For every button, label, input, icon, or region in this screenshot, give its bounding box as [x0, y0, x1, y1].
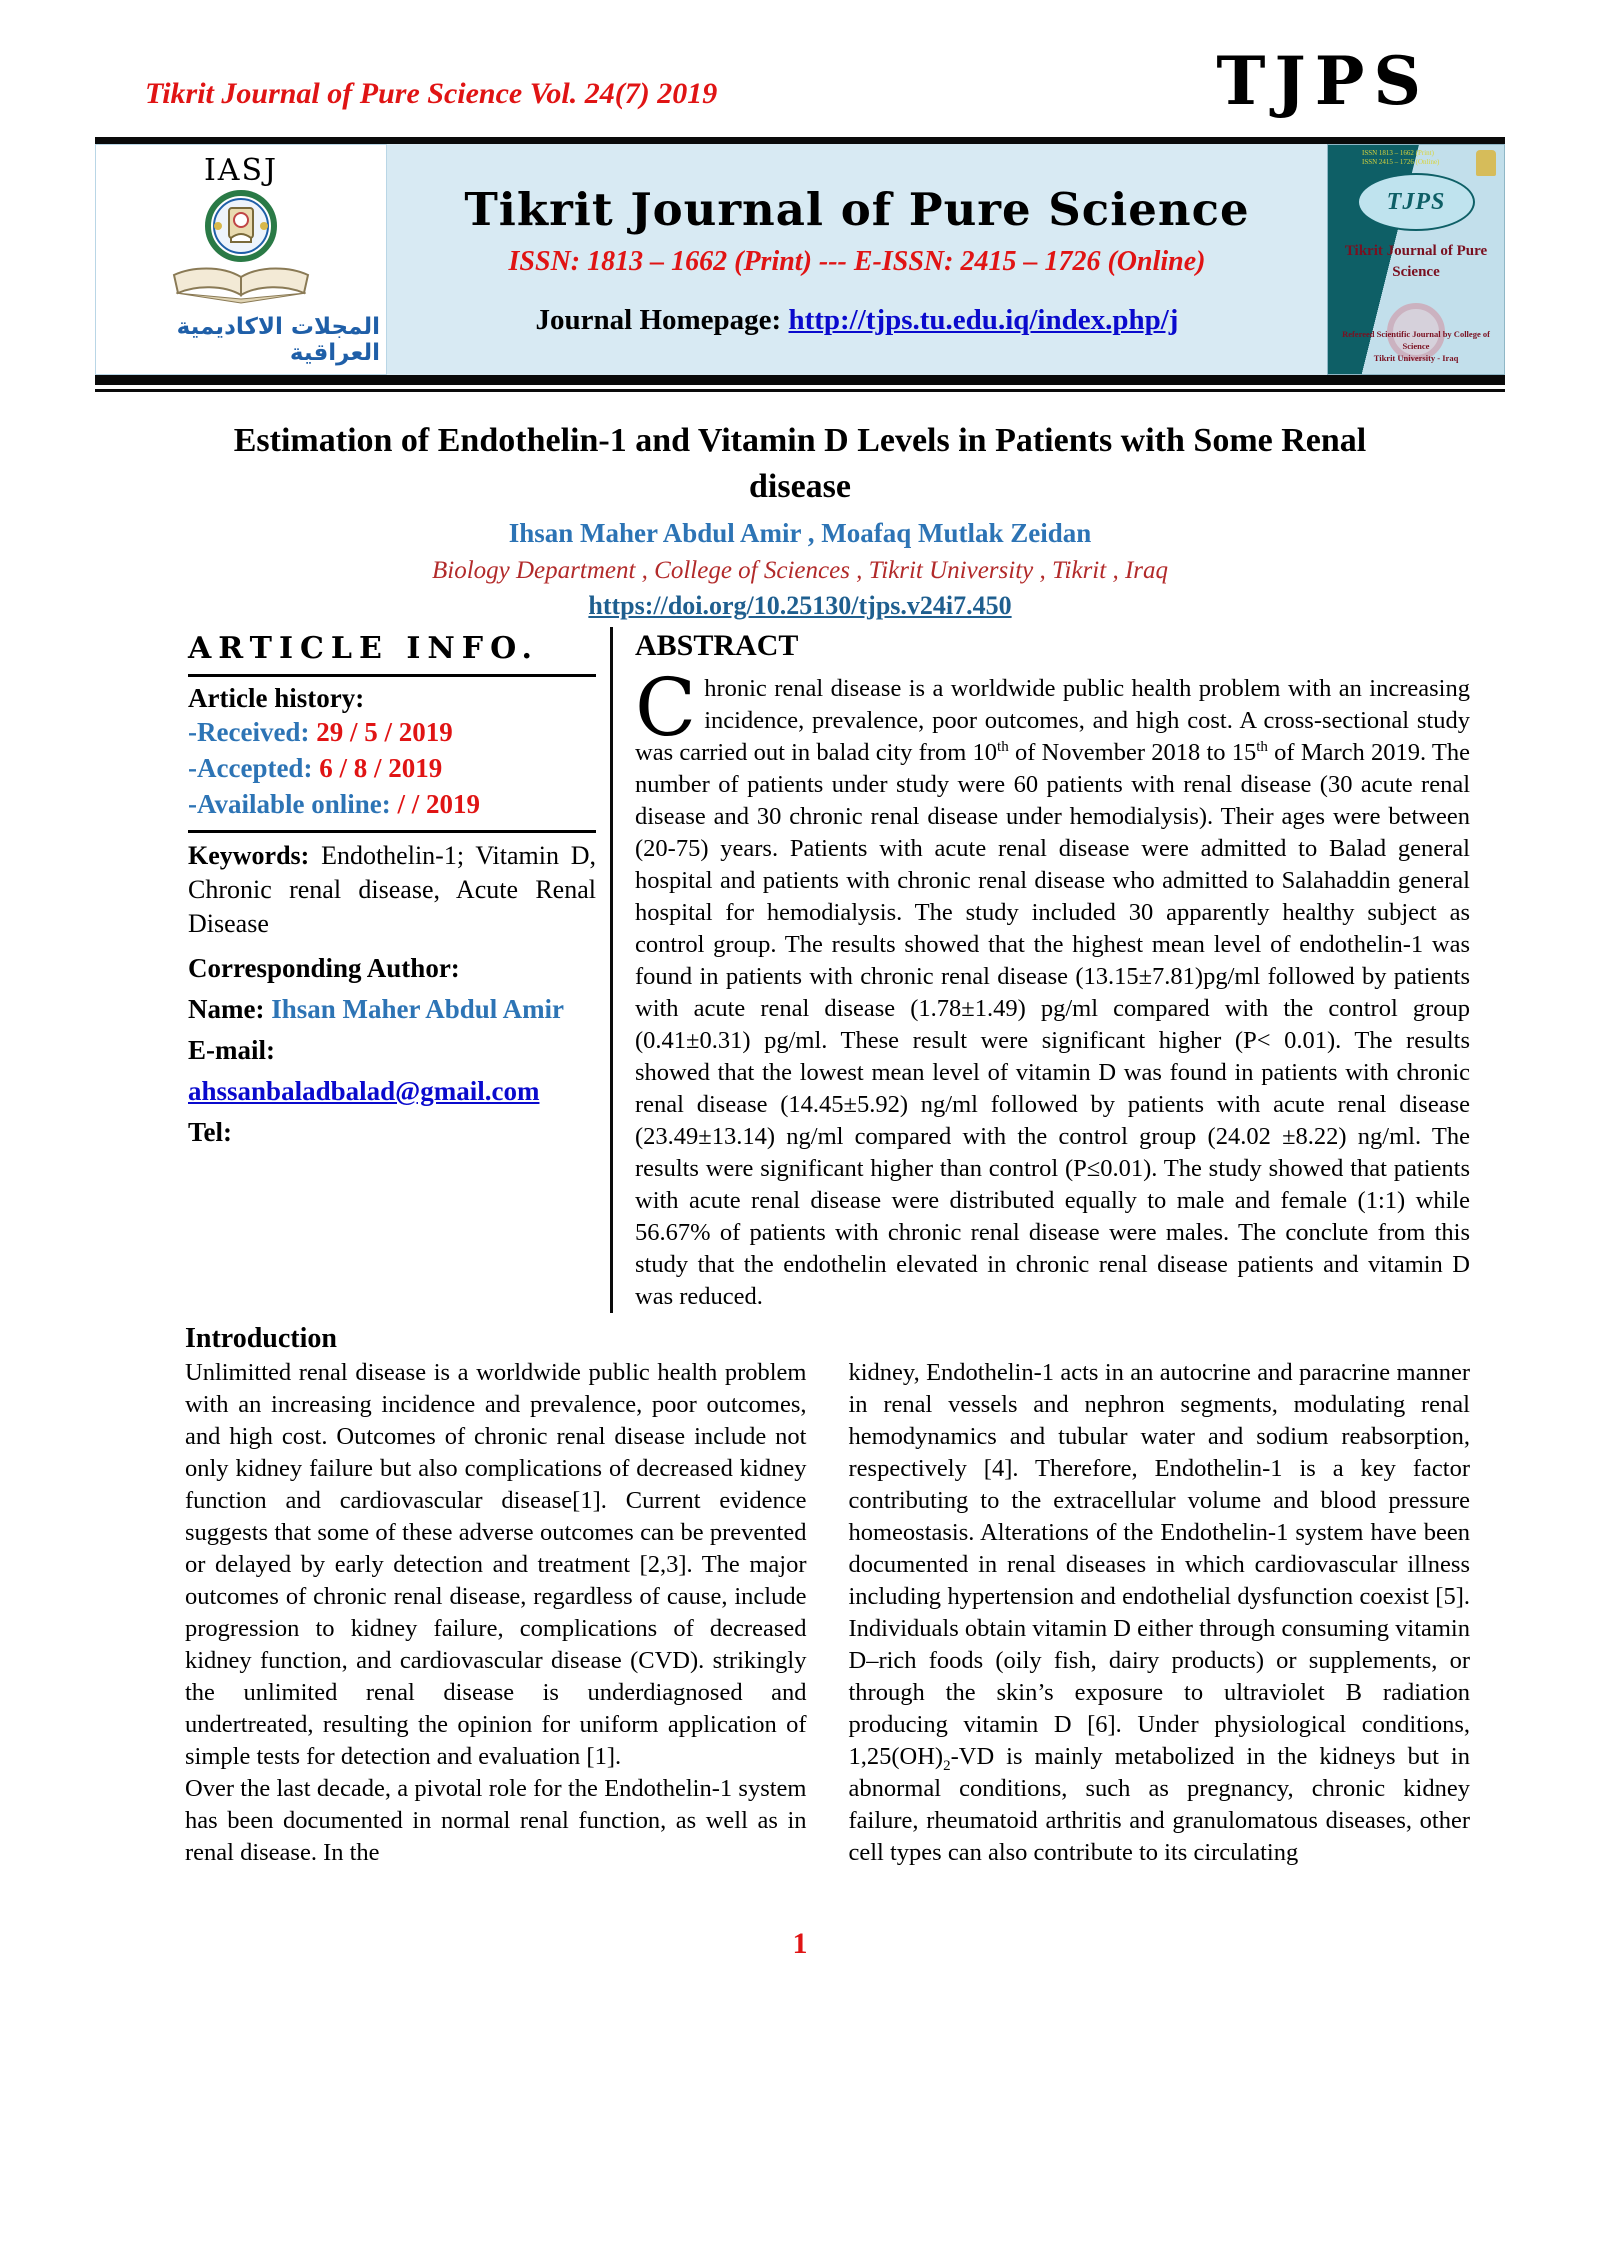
- running-head: [0, 0, 1600, 119]
- abstract-text: [635, 661, 1471, 1313]
- cover-footer: [1328, 328, 1504, 364]
- email-link[interactable]: ahssanbaladbalad@gmail.com: [188, 1076, 540, 1107]
- cover-tjps-label: TJPS: [1386, 188, 1446, 215]
- journal-name: Tikrit Journal of Pure Science: [464, 182, 1250, 236]
- introduction-columns: [185, 1357, 1470, 1869]
- journal-cover-image: [1327, 144, 1505, 375]
- university-emblem-icon: [1476, 150, 1496, 176]
- page-number: 1: [792, 1927, 808, 1961]
- cover-tjps-ellipse: [1357, 173, 1475, 231]
- received-value: 29 / 5 / 2019: [316, 717, 453, 748]
- doi-link[interactable]: https://doi.org/10.25130/tjps.v24i7.450: [588, 591, 1012, 621]
- cover-issn-line2: ISSN 2415 – 1726 (Online): [1362, 158, 1440, 167]
- intro-right-part-1: kidney, Endothelin-1 acts in an autocrine and paracrine manner in renal vessels and nephron segments, modulating renal hemodynamics and tubular water and sodium reabsorption, respectively [4]. Therefore, Endothelin-1 is a key factor contributing to the extracellular volume and blood pressure homeostasis. Alterations of the Endothelin-1 system have been documented in renal diseases in which cardiovascular illness including hypertension and endothelial dysfunction coexist [5]. Individuals obtain vitamin D either through consuming vitamin D–rich foods (oily fish, dairy products) or supplements, or through the skin’s exposure to ultraviolet B radiation producing vitamin D [6]. Under physiological conditions, 1,25(OH): [848, 1359, 1470, 1771]
- homepage-link[interactable]: http://tjps.tu.edu.iq/index.php/j: [788, 303, 1179, 336]
- accepted-value: 6 / 8 / 2019: [319, 753, 443, 784]
- introduction-left-column: [185, 1357, 807, 1869]
- intro-left-paragraph-1: Unlimitted renal disease is a worldwide public health problem with an increasing incidence and prevalence, poor outcomes, and high cost. Outcomes of chronic renal disease include not only kidney failure but also complications of decreased kidney function and cardiovascular disease[1]. Current evidence suggests that some of these adverse outcomes can be prevented or delayed by early detection and treatment [2,3]. The major outcomes of chronic renal disease, regardless of cause, include progression to kidney failure, complications of decreased kidney function, and cardiovascular disease (CVD). strikingly the unlimited renal disease is underdiagnosed and undertreated, resulting the opinion for uniform application of simple tests for detection and evaluation [1].: [185, 1359, 807, 1771]
- abstract-part-2: of November 2018 to 15: [1008, 739, 1257, 767]
- abstract-superscript-2: th: [1256, 739, 1268, 756]
- name-label: Name:: [188, 994, 272, 1025]
- intro-right-part-2: -VD is mainly metabolized in the kidneys but in abnormal conditions, such as pregnancy, chronic kidney failure, rheumatoid arthritis and granulomatous diseases, other cell types can also contribute to its circulating: [848, 1743, 1470, 1867]
- name-value: Ihsan Maher Abdul Amir: [271, 994, 565, 1025]
- abstract-superscript-1: th: [997, 739, 1009, 756]
- journal-banner: [95, 144, 1505, 375]
- tel-label: Tel:: [188, 1117, 233, 1148]
- abstract-section: [613, 627, 1470, 1313]
- accepted-label: -Accepted:: [188, 753, 320, 784]
- received-label: -Received:: [188, 717, 317, 748]
- intro-left-paragraph-2: Over the last decade, a pivotal role for the Endothelin-1 system has been documented in normal renal function, as well as in renal disease. In the: [185, 1775, 807, 1867]
- keywords-label: Keywords:: [188, 841, 310, 871]
- banner-center: [387, 144, 1327, 375]
- affiliation: Biology Department , College of Sciences , Tikrit University , Tikrit , Iraq: [431, 557, 1168, 585]
- info-rule-top: [188, 674, 596, 677]
- email-label: E-mail:: [188, 1035, 275, 1066]
- title-block: [0, 418, 1600, 621]
- keywords: [188, 839, 596, 941]
- received-line: [188, 714, 596, 750]
- iasj-emblem-icon: [205, 190, 277, 267]
- keywords-text: Endothelin-1; Vitamin D, Chronic renal disease, Acute Renal Disease: [188, 841, 596, 939]
- available-online-value: / / 2019: [397, 789, 481, 820]
- column-gutter: [807, 1357, 849, 1869]
- open-book-icon: [166, 263, 316, 312]
- info-abstract-section: [130, 627, 1470, 1313]
- intro-right-paragraph: [849, 1357, 1471, 1869]
- corresponding-name-line: [188, 994, 596, 1025]
- cover-journal-title: Tikrit Journal of Pure Science: [1344, 243, 1488, 281]
- iasj-arabic-name: المجلات الاكاديمية العراقية: [176, 314, 380, 367]
- iasj-acronym-label: IASJ: [203, 153, 279, 189]
- article-info-heading: ARTICLE INFO.: [188, 631, 539, 667]
- abstract-dropcap: C: [635, 661, 697, 755]
- article-info-panel: [130, 627, 610, 1313]
- introduction-right-column: [849, 1357, 1471, 1869]
- cover-issn-lines: [1362, 149, 1452, 167]
- intro-right-subscript: 2: [943, 1758, 951, 1775]
- iasj-logo: [95, 144, 387, 375]
- abstract-part-3: of March 2019. The number of patients under study were 60 patients with renal disease (30 acute renal disease and 30 chronic renal disease under hemodialysis). Their ages were between (20-75) years. Patients with acute renal disease were admitted to Balad general hospital and patients with chronic renal disease who admitted to Salahaddin general hospital for hemodialysis. The study included 30 apparently healthy subject as control group. The results showed that the highest mean level of endothelin-1 was found in patients with chronic renal disease (13.15±7.81)pg/ml followed by patients with acute renal disease (1.78±1.49) pg/ml compared with the control group (0.41±0.31) pg/ml. These result were significant higher (P< 0.01). The results showed that the lowest mean level of vitamin D was found in patients with chronic renal disease (14.45±5.92) ng/ml followed by patients with acute renal disease (23.49±13.14) ng/ml compared with the control group (24.02 ±8.22) ng/ml. The results were significant higher than control (P≤0.01). The study showed that patients with acute renal disease were distributed equally to male and female (1:1) while 56.67% of patients with chronic renal disease were males. The conclute from this study that the endothelin elevated in chronic renal disease patients and vitamin D was reduced.: [635, 739, 1471, 1311]
- corresponding-author-label: Corresponding Author:: [188, 953, 460, 984]
- paper-title: Estimation of Endothelin-1 and Vitamin D Levels in Patients with Some Renal disease: [233, 422, 1367, 506]
- abstract-part-1: hronic renal disease is a worldwide public health problem with an increasing incidence, prevalence, poor outcomes, and high cost. A cross-sectional study was carried out in balad city from 10: [635, 675, 1470, 767]
- abstract-heading: ABSTRACT: [635, 629, 799, 663]
- article-history-label: Article history:: [188, 683, 365, 714]
- authors: Ihsan Maher Abdul Amir , Moafaq Mutlak Zeidan: [508, 518, 1092, 549]
- running-title: Tikrit Journal of Pure Science Vol. 24(7) 2019: [145, 77, 718, 111]
- issn-line: ISSN: 1813 – 1662 (Print) --- E-ISSN: 2415 – 1726 (Online): [508, 245, 1206, 277]
- cover-issn-line1: ISSN 1813 – 1662 (Print): [1362, 149, 1434, 158]
- available-online-line: [188, 786, 596, 822]
- tjps-wordmark: TJPS: [1216, 42, 1430, 120]
- info-rule-bottom: [188, 830, 596, 833]
- top-rule: [95, 137, 1505, 144]
- cover-footer-line2: Tikrit University - Iraq: [1373, 353, 1459, 364]
- introduction-heading: Introduction: [185, 1323, 337, 1355]
- accepted-line: [188, 750, 596, 786]
- cover-footer-line1: Refereed Scientific Journal by College of Science: [1342, 329, 1490, 352]
- homepage-line: [536, 304, 1179, 337]
- available-online-label: -Available online:: [188, 789, 398, 820]
- banner-bottom-rule: [95, 375, 1505, 392]
- introduction-section: [130, 1323, 1470, 1869]
- homepage-label: Journal Homepage:: [535, 303, 789, 336]
